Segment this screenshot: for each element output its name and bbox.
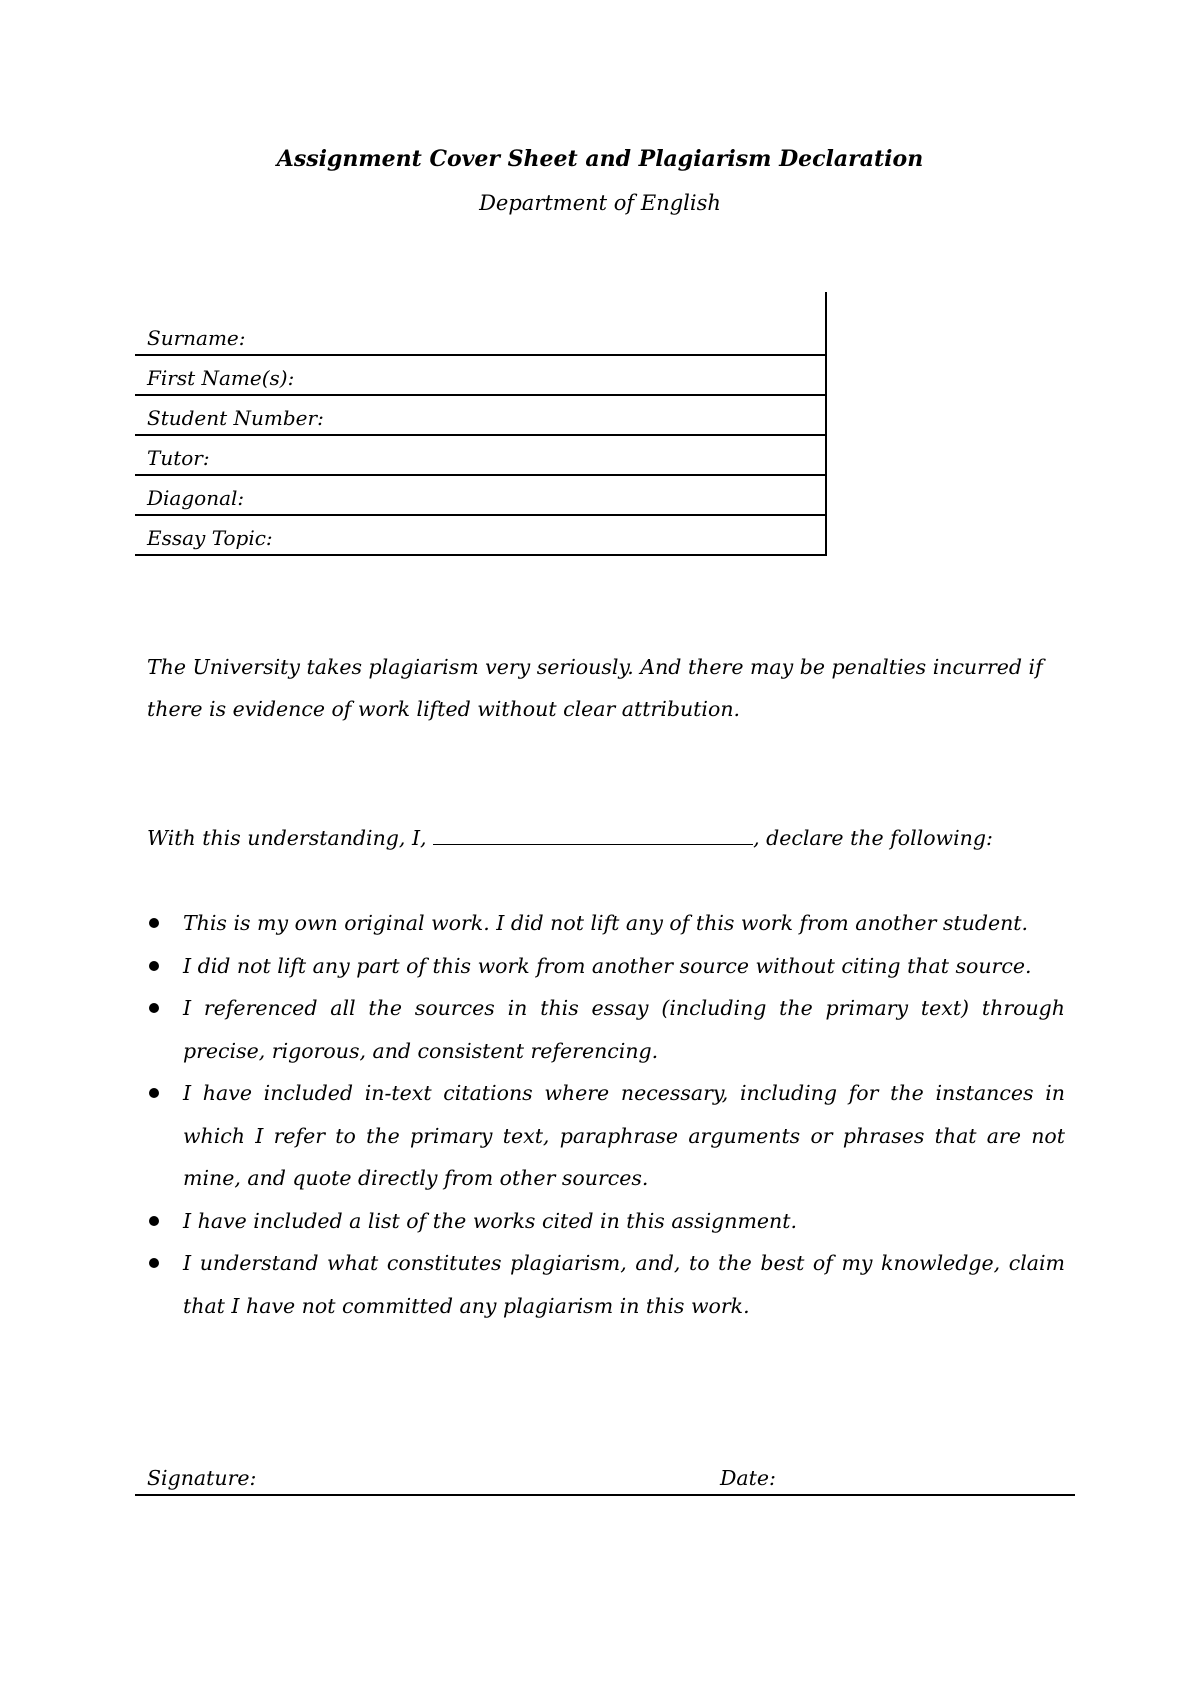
list-item [147,945,1065,988]
bullet-icon [149,1003,159,1013]
bullet-icon [149,1216,159,1226]
list-item-text: I referenced all the sources in this essay (including the primary text) through precise, rigorous, and consistent referencing. [183,996,1065,1063]
declaration-suffix: , declare the following: [753,826,993,850]
student-number-field[interactable] [135,396,825,436]
signature-label: Signature: [147,1466,257,1490]
surname-label: Surname: [147,326,246,350]
list-item-text: I understand what constitutes plagiarism, and, to the best of my knowledge, claim that I have not committed any plagiarism in this work. [183,1251,1065,1318]
declaration-prefix: With this understanding, I, [147,826,434,850]
list-item-text: I did not lift any part of this work from another source without citing that source. [183,953,1032,978]
tutor-label: Tutor: [147,446,210,470]
tutor-field[interactable] [135,436,825,476]
bullet-icon [149,918,159,928]
bullet-icon [149,961,159,971]
list-item [147,1200,1065,1243]
document-title: Assignment Cover Sheet and Plagiarism Declaration [276,146,924,172]
diagonal-field[interactable] [135,476,825,516]
essay-topic-field[interactable] [135,516,825,556]
bullet-icon [149,1088,159,1098]
department-name: Department of English [479,191,721,215]
list-item [147,1072,1065,1200]
plagiarism-intro: The University takes plagiarism very seriously. And there may be penalties incurred if there is evidence of work lifted without clear attribution. [147,655,1043,721]
first-names-label: First Name(s): [147,366,295,390]
list-item-text: I have included a list of the works cited in this assignment. [183,1208,797,1233]
list-item [147,1242,1065,1327]
surname-field[interactable] [135,316,825,356]
list-item-text: I have included in-text citations where necessary, including for the instances in which I refer to the primary text, paraphrase arguments or phrases that are not mine, and quote directly from other sources. [183,1081,1065,1190]
essay-topic-label: Essay Topic: [147,526,273,550]
first-names-field[interactable] [135,356,825,396]
list-item [147,987,1065,1072]
list-item [147,902,1065,945]
list-item-text: This is my own original work. I did not lift any of this work from another student. [183,911,1029,935]
student-number-label: Student Number: [147,406,324,430]
signature-row[interactable] [135,1462,1075,1496]
declaration-list [147,902,1065,1327]
declaration-line [147,817,1065,859]
date-label: Date: [720,1466,776,1490]
name-blank[interactable] [433,822,753,845]
student-details-table [135,316,827,556]
diagonal-label: Diagonal: [147,486,245,510]
bullet-icon [149,1258,159,1268]
